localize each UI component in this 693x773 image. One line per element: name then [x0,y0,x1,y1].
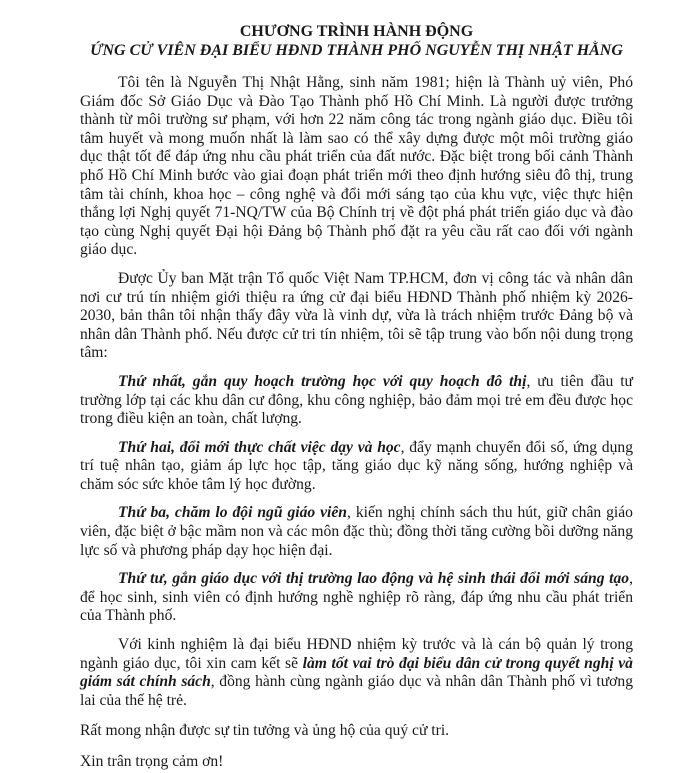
document-subtitle: ỨNG CỬ VIÊN ĐẠI BIỂU HĐND THÀNH PHỐ NGUYỄN THỊ NHẬT HẰNG [90,42,623,59]
closing-line-2: Xin trân trọng cảm ơn! [80,753,224,770]
priority-2-lead: Thứ hai, đổi mới thực chất việc dạy và học [118,438,401,456]
priority-1 [80,373,633,429]
closing-line-1: Rất mong nhận được sự tin tưởng và ủng hộ của quý cử tri. [80,722,450,740]
commitment-before: Với kinh nghiệm là đại biểu HĐND nhiệm kỳ trước và là cán bộ quản lý trong ngành giáo dục, tôi xin cam kết sẽ [80,636,633,672]
priority-3 [80,504,633,560]
commitment-paragraph [80,636,633,710]
intro-paragraph-2: Được Ủy ban Mặt trận Tổ quốc Việt Nam TP.HCM, đơn vị công tác và nhân dân nơi cư trú tín nhiệm giới thiệu ra ứng cử đại biểu HĐND Thành phố nhiệm kỳ 2026-2030, bản thân tôi nhận thấy đây vừa là vinh dự, vừa là trách nhiệm trước Đảng bộ và nhân dân Thành phố. Nếu được cử tri tín nhiệm, tôi sẽ tập trung vào bốn nội dung trọng tâm: [80,269,633,362]
priority-1-text: , ưu tiên đầu tư trường lớp tại các khu dân cư đông, khu công nghiệp, bảo đảm mọi trẻ em đều được học trong điều kiện an toàn, chất lượng. [80,372,633,428]
intro-paragraph-1: Tôi tên là Nguyễn Thị Nhật Hằng, sinh năm 1981; hiện là Thành uỷ viên, Phó Giám đốc Sở Giáo Dục và Đào Tạo Thành phố Hồ Chí Minh. Là người được trưởng thành từ môi trường sư phạm, với hơn 22 năm công tác trong ngành giáo dục. Điều tôi tâm huyết và mong muốn nhất là làm sao có thể xây dựng được một môi trường giáo dục thật tốt để đáp ứng nhu cầu phát triển của đất nước. Đặc biệt trong bối cảnh Thành phố Hồ Chí Minh bước vào giai đoạn phát triển mới theo định hướng siêu đô thị, trung tâm tài chính, khoa học – công nghệ và đổi mới sáng tạo của khu vực, việc thực hiện thắng lợi Nghị quyết 71-NQ/TW của Bộ Chính trị về đột phá phát triển giáo dục và đào tạo cùng Nghị quyết Đại hội Đảng bộ Thành phố đặt ra yêu cầu rất cao đối với ngành giáo dục. [80,74,633,259]
priority-3-lead: Thứ ba, chăm lo đội ngũ giáo viên [118,504,347,522]
commitment-strong: làm tốt vai trò đại biểu dân cử trong quyết nghị và giám sát chính sách [80,654,633,691]
priority-4 [80,570,633,626]
priority-4-lead: Thứ tư, gắn giáo dục với thị trường lao động và hệ sinh thái đổi mới sáng tạo [118,570,630,588]
priority-2 [80,439,633,495]
commitment-after: , đồng hành cùng ngành giáo dục và nhân dân Thành phố vì tương lai của thế hệ trẻ. [80,673,633,709]
document-body [80,74,633,772]
priority-1-lead: Thứ nhất, gắn quy hoạch trường học với quy hoạch đô thị [118,372,527,390]
document-title: CHƯƠNG TRÌNH HÀNH ĐỘNG [239,23,474,40]
priority-2-text: , đẩy mạnh chuyển đổi số, ứng dụng trí tuệ nhân tạo, giảm áp lực học tập, tăng giáo dục kỹ năng sống, hướng nghiệp và chăm sóc sức khỏe tâm lý học đường. [80,438,633,493]
priority-4-text: , để học sinh, sinh viên có định hướng nghề nghiệp rõ ràng, đáp ứng nhu cầu phát triển của Thành phố. [80,570,633,625]
priority-3-text: , kiến nghị chính sách thu hút, giữ chân giáo viên, đặc biệt ở bậc mầm non và các môn đặc thù; đồng thời tăng cường bồi dưỡng năng lực số và phương pháp dạy học hiện đại. [80,504,633,559]
